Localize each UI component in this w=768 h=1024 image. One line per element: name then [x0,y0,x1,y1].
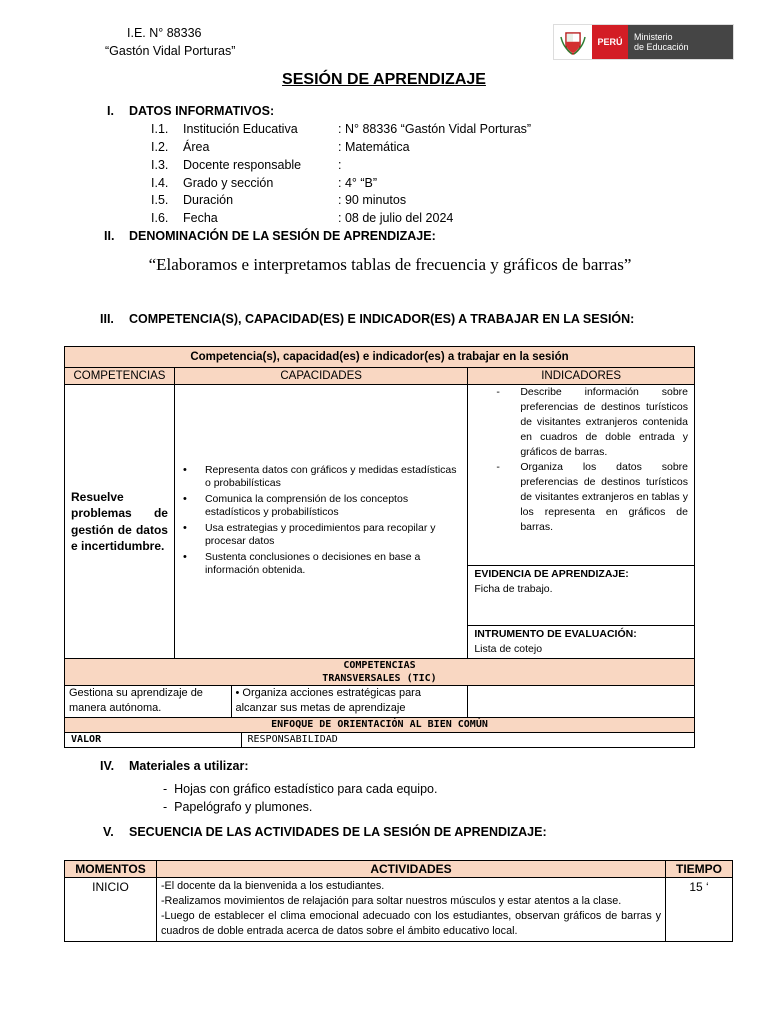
instrumento-cell [468,626,695,659]
section-1-heading [107,104,274,118]
instrumento-value: Lista de cotejo [474,643,543,655]
transversal-header [65,659,695,686]
col-header-capacidades: CAPACIDADES [174,368,467,385]
section-3-heading [100,312,634,326]
activities-table [64,860,733,942]
info-label: Docente responsable [183,158,302,172]
ministry-line1: Ministerio [634,32,673,42]
info-value: : [338,158,342,172]
ministry-label [628,25,733,59]
list-item: • Sustenta conclusiones o decisiones en base a información obtenida. [205,551,459,578]
school-header [105,24,235,60]
list-item: • Usa estrategias y procedimientos para recopilar y procesar datos [205,522,459,549]
momento-cell: INICIO [65,878,157,942]
minedu-logo [553,24,734,60]
section-5-number: V. [103,825,114,839]
page-title: SESIÓN DE APRENDIZAJE [282,71,486,88]
competency-table [64,346,695,748]
info-value: : 08 de julio del 2024 [338,211,454,225]
info-label: Duración [183,193,234,207]
enfoque-header: ENFOQUE DE ORIENTACIÓN AL BIEN COMÚN [65,718,695,733]
list-item: • Comunica la comprensión de los conceptos estadísticos y probabilísticos [205,493,459,520]
transversal-line2: TRANSVERSALES (TIC) [322,673,437,684]
section-3-label: COMPETENCIA(S), CAPACIDAD(ES) E INDICADOR(ES) A TRABAJAR EN LA SESIÓN: [129,312,635,326]
transversal-capacidad-text: Organiza acciones estratégicas para alcanzar sus metas de aprendizaje [235,687,421,714]
coat-of-arms-icon [554,25,592,59]
section-5-label: SECUENCIA DE LAS ACTIVIDADES DE LA SESIÓN DE APRENDIZAJE: [129,825,547,839]
list-item: - Papelógrafo y plumones. [163,800,313,814]
info-label: Área [183,140,210,154]
school-number: I.E. N° 88336 [127,26,202,40]
info-number: I.2. [151,140,169,154]
session-name: “Elaboramos e interpretamos tablas de frecuencia y gráficos de barras” [148,255,632,274]
valor-value: RESPONSABILIDAD [247,734,338,745]
transversal-row [65,686,468,718]
competency-table-caption: Competencia(s), capacidad(es) e indicador(es) a trabajar en la sesión [65,347,695,368]
info-value: : 4° “B” [338,176,378,190]
actividades-cell [156,878,665,942]
material-text: Papelógrafo y plumones. [174,800,313,814]
info-label: Institución Educativa [183,122,298,136]
info-label: Grado y sección [183,176,274,190]
info-number: I.3. [151,158,169,172]
info-number: I.5. [151,193,169,207]
section-4-number: IV. [100,759,115,773]
list-item: - Describe información sobre preferencias de destinos turísticos de visitantes extranjeros contenida en cuadros de doble entrada y gráficos de barras. [520,385,688,460]
list-item: - Organiza los datos sobre preferencias de destinos turísticos de visitantes extranjeros en tablas y los representa en gráficos de barras. [520,460,688,535]
peru-label: PERÚ [592,25,628,59]
section-1-number: I. [107,104,114,118]
activity-line: -Realizamos movimientos de relajación para soltar nuestros músculos y estar atentos a la clase. [160,895,622,907]
section-5-heading [103,825,547,839]
section-2-number: II. [104,229,115,243]
info-number: I.4. [151,176,169,190]
transversal-competencia: Gestiona su aprendizaje de manera autónoma. [65,686,231,717]
col-header-indicadores: INDICADORES [468,368,695,385]
info-label: Fecha [183,211,218,225]
school-name: “Gastón Vidal Porturas” [105,44,236,58]
evidencia-value: Ficha de trabajo. [474,583,553,595]
activity-line: -Luego de establecer el clima emocional adecuado con los estudiantes, observan gráficos de barras y cuadros de doble entrada acerca de datos sobre el ámbito educativo local. [160,910,662,937]
list-item: • Representa datos con gráficos y medidas estadísticas o probabilísticas [205,464,459,491]
indicadores-cell [468,385,695,566]
list-item: - Hojas con gráfico estadístico para cada equipo. [163,782,438,796]
competencia-cell: Resuelve problemas de gestión de datos e incertidumbre. [65,385,175,659]
info-value: : N° 88336 “Gastón Vidal Porturas” [338,122,532,136]
section-4-label: Materiales a utilizar: [129,759,249,773]
valor-label: VALOR [65,733,241,747]
activity-line: -El docente da la bienvenida a los estudiantes. [160,880,385,892]
ministry-line2: de Educación [634,42,689,52]
col-header-momentos: MOMENTOS [65,861,157,878]
instrumento-label: INTRUMENTO DE EVALUACIÓN: [474,628,637,640]
col-header-actividades: ACTIVIDADES [156,861,665,878]
section-2-heading [104,229,436,243]
transversal-empty [468,686,695,718]
transversal-capacidad: • Organiza acciones estratégicas para alcanzar sus metas de aprendizaje [235,687,421,714]
col-header-tiempo: TIEMPO [666,861,733,878]
info-number: I.1. [151,122,169,136]
table-row [65,878,733,942]
section-2-label: DENOMINACIÓN DE LA SESIÓN DE APRENDIZAJE: [129,229,436,243]
info-number: I.6. [151,211,169,225]
evidencia-label: EVIDENCIA DE APRENDIZAJE: [474,568,629,580]
info-value: : Matemática [338,140,410,154]
section-4-heading [100,759,249,773]
section-3-number: III. [100,312,114,326]
section-1-label: DATOS INFORMATIVOS: [129,104,275,118]
material-text: Hojas con gráfico estadístico para cada equipo. [174,782,438,796]
evidencia-cell [468,566,695,626]
transversal-line1: COMPETENCIAS [343,660,416,671]
capacidades-cell [174,385,467,659]
valor-row [65,733,695,748]
info-value: : 90 minutos [338,193,407,207]
col-header-competencias: COMPETENCIAS [65,368,175,385]
tiempo-cell: 15 ‘ [666,878,733,942]
